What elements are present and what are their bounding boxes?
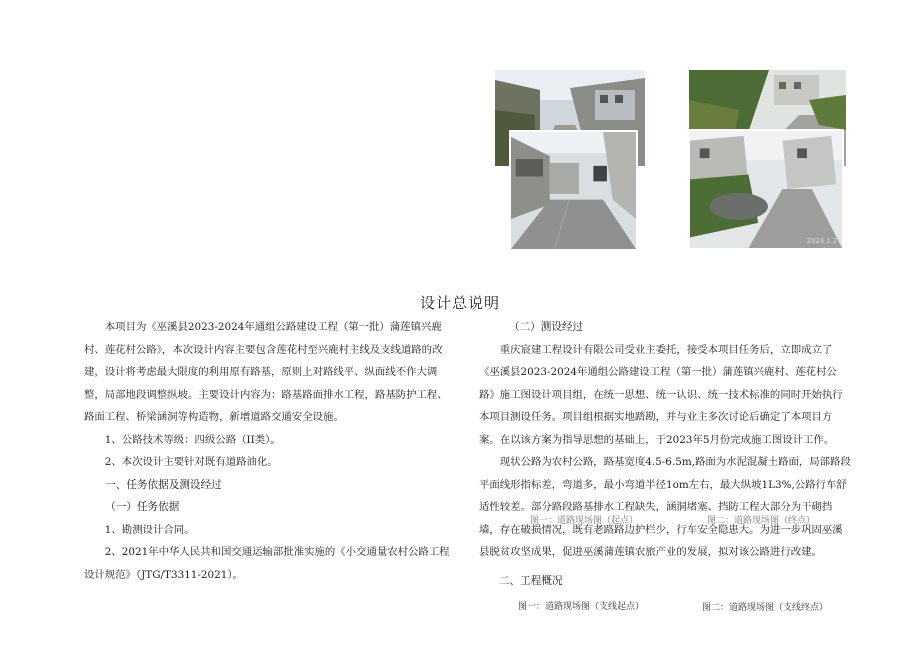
caption-branch-start: 图一：道路现场图（支线起点） [518, 602, 645, 612]
basis-item-standard: 2、2021年中华人民共和国交通运输部批准实施的《小交通量农村公路工程设计规范》（JTG/T3311-2021）。 [84, 546, 450, 581]
section-heading-basis: 一、任务依据及测设经过 [105, 478, 222, 491]
left-column [84, 316, 456, 586]
caption-end-photo: 图二：道路现场图（终点） [707, 516, 816, 526]
design-scope-item: 2、本次设计主要针对既有道路油化。 [104, 456, 278, 468]
caption-branch-end: 图二：道路现场图（支线终点） [702, 603, 829, 613]
caption-start-photo: 图一：道路现场图（起点） [530, 516, 639, 526]
basis-item-contract: 1、勘测设计合同。 [104, 523, 195, 536]
intro-paragraph: 本项目为《巫溪县2023-2024年通组公路建设工程（第一批）蒲莲镇兴鹿村、莲花村公路》，本次设计内容主要包含莲花村至兴鹿村主线及支线道路的改建，设计将考虑最大限度的利用原有路基，原则上对路线平、纵面线不作大调整，局部地段调整纵坡。主要设计内容为：路基路面排水工程，路基防护工程、路面工程、桥梁涵洞等构造物，新增道路交通安全设施。 [84, 321, 448, 423]
road-photo-end [688, 129, 844, 250]
section-heading-overview: 二、工程概况 [499, 574, 563, 587]
technical-grade-item: 1、公路技术等级：四级公路（II类）。 [104, 433, 281, 446]
right-column [479, 316, 851, 592]
subsection-heading-survey: （二）测设经过 [509, 321, 584, 333]
road-photo-start [509, 130, 638, 251]
page-title: 设计总说明 [419, 294, 500, 312]
photo-date-stamp: 2024.1.2 [806, 237, 838, 246]
subsection-heading-basis: （一）任务依据 [105, 501, 180, 513]
survey-paragraph: 重庆宸建工程设计有限公司受业主委托，接受本项目任务后，立即成立了《巫溪县2023-2024年通组公路建设工程（第一批）蒲莲镇兴鹿村、莲花村公路》施工图设计项目组，在统一思想、统一认识、统一技术标准的同时开始执行本项目测设任务。项目组根据实地踏勘，并与业主多次讨论后确定了本项目方案。在以该方案为指导思想的基础上，于2023年5月份完成施工图设计工作。 [479, 343, 843, 446]
status-paragraph: 现状公路为农村公路，路基宽度4.5-6.5m,路面为水泥混凝土路面，局部路段平面线形指标差，弯道多，最小弯道半径1om左右，最大纵坡1L3%,公路行车舒适性较差。部分路段路基排水工程缺失，涵洞堵塞、挡防工程大部分为干砌挡墙，存在破损情况，既有老路路边护栏少，行车安全隐患大。为进一步巩固巫溪县脱贫攻坚成果，促进巫溪蒲莲镇农旅产业的发展，拟对该公路进行改建。 [479, 456, 851, 558]
